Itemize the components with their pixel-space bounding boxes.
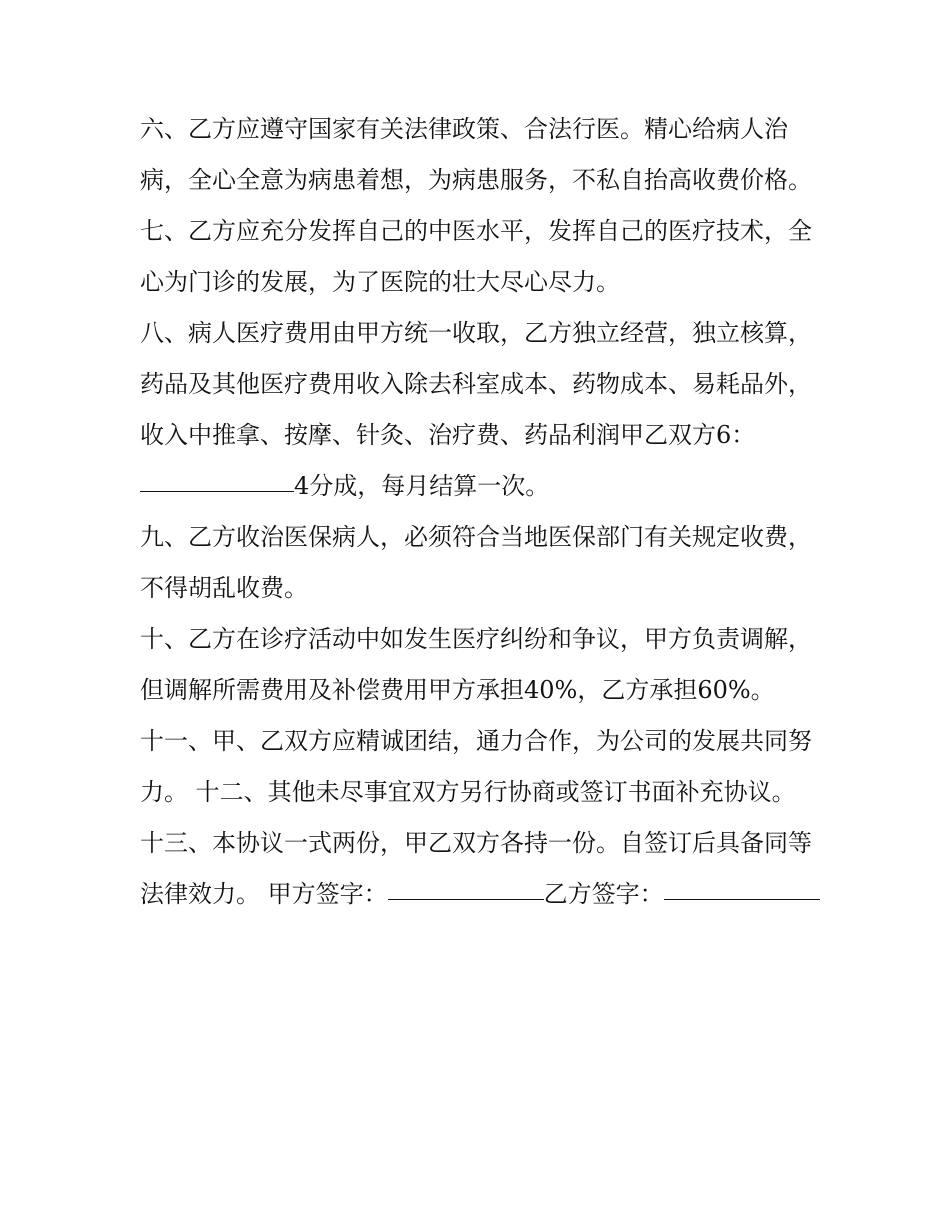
ratio-blank-line: [140, 461, 294, 492]
clause-7: 七、乙方应充分发挥自己的中医水平，发挥自己的医疗技术，全心为门诊的发展，为了医院的壮大尽心尽力。: [140, 217, 812, 296]
clause-10: 十、乙方在诊疗活动中如发生医疗纠纷和争议，甲方负责调解，但调解所需费用及补偿费用甲方承担40%，乙方承担60%。: [140, 625, 812, 704]
clause-8-text-end: 4分成，每月结算一次。: [294, 472, 550, 500]
clause-6: 六、乙方应遵守国家有关法律政策、合法行医。精心给病人治病，全心全意为病患着想，为病患服务，不私自抬高收费价格。: [140, 115, 812, 194]
party-a-signature-line: [388, 869, 544, 900]
clause-8: [140, 308, 820, 512]
clause-11-12: 十一、甲、乙双方应精诚团结，通力合作，为公司的发展共同努力。 十二、其他未尽事宜双方另行协商或签订书面补充协议。: [140, 727, 812, 806]
party-b-signature-line: [664, 869, 820, 900]
clause-9: 九、乙方收治医保病人，必须符合当地医保部门有关规定收费，不得胡乱收费。: [140, 523, 812, 602]
clause-13-text: 十三、本协议一式两份，甲乙双方各持一份。自签订后具备同等法律效力。 甲方签字：: [140, 829, 812, 908]
clause-8-text: 八、病人医疗费用由甲方统一收取，乙方独立经营，独立核算，药品及其他医疗费用收入除去科室成本、药物成本、易耗品外，收入中推拿、按摩、针灸、治疗费、药品利润甲乙双方6：: [140, 319, 812, 449]
clause-13: [140, 818, 820, 920]
contract-page: [140, 104, 820, 920]
party-b-signature-label: 乙方签字：: [543, 880, 664, 908]
